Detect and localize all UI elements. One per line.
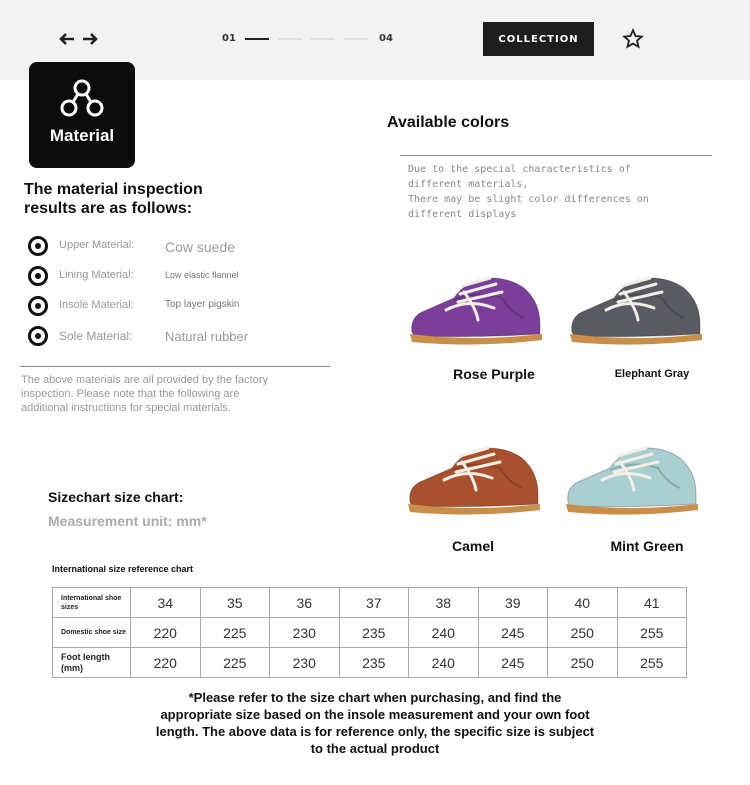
table-cell: 245 — [478, 648, 548, 678]
material-key: Insole Material: — [59, 299, 134, 311]
inspection-note: The above materials are all provided by the factory inspection. Please note that the following are additional instructions for special materials. — [21, 374, 269, 414]
color-name-elephant-gray: Elephant Gray — [614, 368, 690, 380]
arrow-left-icon[interactable] — [58, 30, 76, 48]
pager-step-active[interactable] — [245, 38, 269, 40]
star-icon[interactable] — [622, 28, 644, 50]
shoe-image-camel[interactable] — [404, 438, 544, 520]
molecule-icon — [60, 78, 104, 120]
pager-step[interactable] — [278, 38, 302, 40]
material-value: Cow suede — [165, 239, 236, 255]
inspection-title-line: results are as follows: — [24, 200, 193, 217]
table-row — [53, 648, 687, 678]
table-cell: 41 — [617, 588, 687, 618]
table-row — [53, 588, 687, 618]
material-badge-label: Material — [49, 126, 115, 145]
size-reference-label: International size reference chart — [52, 564, 194, 574]
table-cell: 240 — [409, 648, 479, 678]
collection-button[interactable]: COLLECTION — [483, 22, 594, 56]
available-colors-title: Available colors — [387, 114, 510, 131]
bullet-icon — [28, 326, 48, 346]
material-badge — [29, 62, 135, 168]
material-key: Upper Material: — [59, 239, 135, 251]
table-cell: 39 — [478, 588, 548, 618]
pager-step[interactable] — [344, 38, 368, 40]
table-cell: 255 — [617, 618, 687, 648]
material-key: Sole Material: — [59, 329, 133, 343]
sneaker-icon — [404, 438, 544, 520]
color-name-camel: Camel — [451, 538, 495, 554]
divider — [400, 155, 712, 156]
pager — [222, 33, 393, 44]
table-cell: 235 — [339, 618, 409, 648]
row-header: International shoe sizes — [53, 588, 131, 618]
material-value: Top layer pigskin — [165, 299, 240, 310]
table-cell: 35 — [200, 588, 270, 618]
pager-step[interactable] — [311, 38, 335, 40]
color-name-rose-purple: Rose Purple — [453, 366, 535, 382]
color-name-mint-green: Mint Green — [610, 538, 684, 554]
size-table — [52, 587, 687, 678]
material-value: Natural rubber — [165, 329, 249, 344]
disclaimer-line: to the actual product — [310, 741, 440, 756]
shoe-image-mint-green[interactable] — [562, 438, 702, 520]
table-cell: 225 — [200, 618, 270, 648]
sizechart-unit: Measurement unit: mm* — [48, 513, 207, 529]
row-header: Domestic shoe size — [53, 618, 131, 648]
color-note-line: different materials, — [408, 179, 529, 190]
disclaimer-line: *Please refer to the size chart when purchasing, and find the — [188, 690, 562, 705]
sneaker-icon — [406, 268, 546, 350]
row-header: Foot length (mm) — [53, 648, 131, 678]
disclaimer-line: appropriate size based on the insole measurement and your own foot — [160, 707, 590, 722]
bullet-icon — [28, 236, 48, 256]
color-note-line: Due to the special characteristics of — [408, 164, 631, 175]
table-cell: 250 — [548, 618, 618, 648]
divider — [20, 366, 330, 367]
color-note-line: There may be slight color differences on — [408, 194, 649, 205]
table-cell: 38 — [409, 588, 479, 618]
table-cell: 255 — [617, 648, 687, 678]
bullet-icon — [28, 296, 48, 316]
pager-current: 01 — [222, 33, 236, 44]
sneaker-icon — [566, 268, 706, 350]
table-cell: 230 — [270, 648, 340, 678]
sizechart-title: Sizechart size chart: — [48, 489, 184, 505]
table-cell: 220 — [131, 648, 201, 678]
table-cell: 250 — [548, 648, 618, 678]
shoe-image-elephant-gray[interactable] — [566, 268, 706, 350]
shoe-image-rose-purple[interactable] — [406, 268, 546, 350]
disclaimer-line: length. The above data is for reference only, the specific size is subject — [155, 724, 595, 739]
inspection-title — [24, 180, 264, 218]
table-cell: 245 — [478, 618, 548, 648]
table-cell: 37 — [339, 588, 409, 618]
table-cell: 220 — [131, 618, 201, 648]
sneaker-icon — [562, 438, 702, 520]
arrow-right-icon[interactable] — [81, 30, 99, 48]
table-cell: 240 — [409, 618, 479, 648]
color-note-line: different displays — [408, 209, 517, 220]
bullet-icon — [28, 266, 48, 286]
table-cell: 40 — [548, 588, 618, 618]
table-cell: 225 — [200, 648, 270, 678]
table-cell: 36 — [270, 588, 340, 618]
table-row — [53, 618, 687, 648]
table-cell: 34 — [131, 588, 201, 618]
material-value: Low elastic flannel — [165, 270, 239, 280]
pager-total: 04 — [379, 33, 393, 44]
material-key: Lining Material: — [59, 269, 134, 281]
table-cell: 235 — [339, 648, 409, 678]
color-note — [408, 162, 708, 222]
inspection-title-line: The material inspection — [24, 181, 203, 198]
size-disclaimer — [140, 689, 610, 757]
table-cell: 230 — [270, 618, 340, 648]
